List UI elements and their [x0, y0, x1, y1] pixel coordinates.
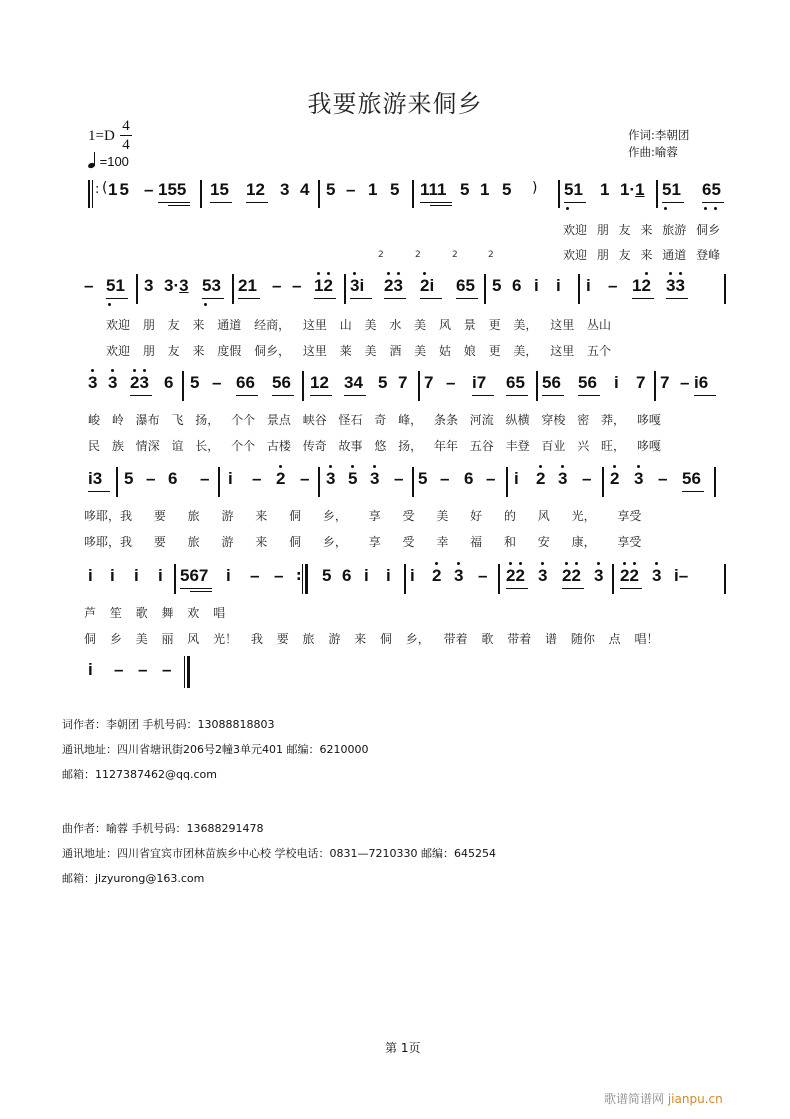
lyricist-info — [62, 712, 368, 787]
lyric-row-2-verse-1: 欢迎 朋 友 来 通道 经商， 这里 山 美 水 美 风 景 更 美， 这里 丛山 — [106, 318, 612, 332]
lyric-row-4-verse-2: 哆耶，我 要 旅 游 来 侗 乡， 享 受 幸 福 和 安 康， 享受 — [84, 535, 642, 549]
variant-mark: 2 — [415, 250, 421, 260]
composer-email: 邮箱：jlzyurong@163.com — [62, 872, 205, 885]
score-row-2: – 51 3 3·3 53 21 – – 12 3i 23 2i 65 5 6 i i i – 12 33 — [88, 276, 738, 308]
score-row-3: 3 3 23 6 5 – 66 56 12 34 5 7 7 – i7 65 56 56 i 7 7 – i6 — [88, 373, 738, 405]
composer-address: 通讯地址：四川省宜宾市团林苗族乡中心校 学校电话：0831—7210330 邮编：645254 — [62, 847, 496, 860]
lyric-row-5-verse-2: 侗 乡 美 丽 风 光！ 我 要 旅 游 来 侗 乡， 带着 歌 带着 谱 随你 点 唱！ — [84, 632, 659, 646]
lyricist-contact: 词作者：李朝团 手机号码：13088818803 — [62, 718, 275, 731]
variant-mark: 2 — [378, 250, 384, 260]
time-signature — [120, 118, 132, 153]
lyric-row-3-verse-1: 峻 岭 瀑布 飞 扬， 个个 景点 峡谷 怪石 奇 峰， 条条 河流 纵横 穿梭 密 莽， 哆嘎 — [88, 413, 661, 427]
lyric-row-1-verse-1: 欢迎 朋 友 来 旅游 侗乡 — [563, 223, 721, 237]
page-number: 第 1页 — [385, 1041, 421, 1055]
score-row-4: i3 5 – 6 – i – 2 – 3 5 3 – 5 – 6 – i 2 3 – 2 3 – 56 — [88, 469, 738, 501]
credits — [628, 127, 689, 161]
page-title: 我要旅游来侗乡 — [307, 90, 483, 118]
lyric-row-3-verse-2: 民 族 情深 谊 长， 个个 古楼 传奇 故事 悠 扬， 年年 五谷 丰登 百业 兴 旺， 哆嘎 — [88, 439, 661, 453]
score-row-6: i – – – — [88, 660, 288, 692]
score-row-5: i i i i 567 i – – : 5 6 i i i 2 3 – 22 3 22 3 22 3 i– — [88, 566, 738, 598]
score-row-1: : ( 1 5 – 155 15 12 3 4 5 – 1 5 111 5 1 5 ) 51 1 1·1 51 65 — [88, 180, 738, 212]
lyric-row-5-verse-1: 芦 笙 歌 舞 欢 唱 — [84, 606, 226, 620]
tempo-marking: =100 — [88, 154, 129, 169]
lyricist-address: 通讯地址：四川省塘讯街206号2幢3单元401 邮编：6210000 — [62, 743, 369, 756]
lyricist-email: 邮箱：1127387462@qq.com — [62, 768, 217, 781]
key-signature: 1=D — [88, 128, 115, 144]
lyric-row-2-verse-2: 欢迎 朋 友 来 度假 侗乡， 这里 莱 美 酒 美 姑 娘 更 美， 这里 五个 — [106, 344, 612, 358]
variant-mark: 2 — [452, 250, 458, 260]
lyric-row-1-verse-2: 欢迎 朋 友 来 通道 登峰 — [563, 248, 721, 262]
lyric-row-4-verse-1: 哆耶，我 要 旅 游 来 侗 乡， 享 受 美 好 的 风 光， 享受 — [84, 509, 642, 523]
composer-info — [62, 816, 496, 891]
composer-credit: 作曲:喻蓉 — [628, 145, 678, 159]
composer-contact: 曲作者：喻蓉 手机号码：13688291478 — [62, 822, 264, 835]
lyricist-credit: 作词:李朝团 — [628, 128, 690, 142]
quarter-note-icon — [88, 154, 96, 168]
time-sig-top: 4 — [122, 118, 130, 134]
watermark: 歌谱简谱网 jianpu.cn — [604, 1092, 723, 1106]
variant-mark: 2 — [488, 250, 494, 260]
time-sig-bottom: 4 — [122, 137, 130, 153]
